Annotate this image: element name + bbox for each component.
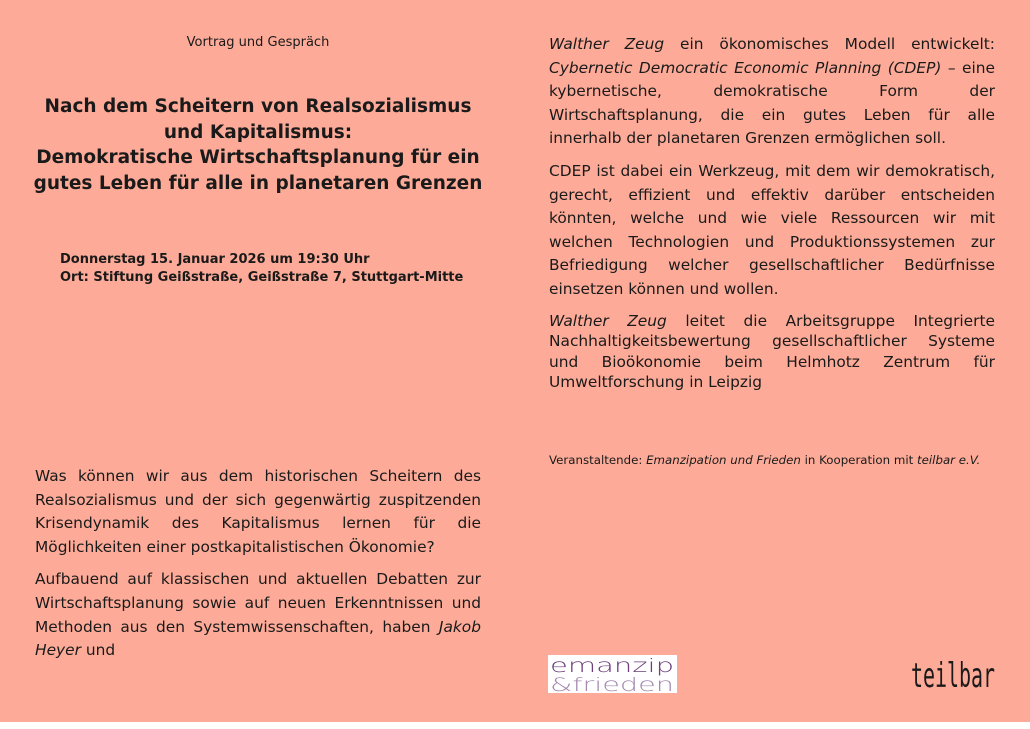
organizers-line — [549, 452, 999, 468]
intro-text — [35, 465, 481, 663]
event-details — [60, 251, 500, 287]
event-title — [30, 94, 486, 196]
paragraph-text: leitet die Arbeitsgruppe Integrierte Nachhaltigkeitsbewertung gesellschaftlicher Systeme und Bioökonomie beim Helmhotz Zentrum für Umweltforschung in Leipzig — [549, 311, 995, 392]
event-date: Donnerstag 15. Januar 2026 um 19:30 Uhr — [60, 252, 370, 267]
cdep-paragraph: CDEP ist dabei ein Werkzeug, mit dem wir demokratisch, gerecht, effizient und effektiv darüber entscheiden könnten, welche und wie viele Ressourcen wir mit welchen Technologien und Produktionssystemen zur Befriedigung welcher gesellschaftlicher Bedürfnisse einsetzen können und wollen. — [549, 161, 995, 298]
teilbar-logo — [910, 654, 996, 694]
logo-text: &frieden — [550, 674, 674, 693]
model-name: Cybernetic Democratic Economic Planning (CDEP) — [549, 58, 942, 77]
title-line: Nach dem Scheitern von Realsozialismus — [44, 96, 472, 117]
emanzipation-und-frieden-logo — [548, 655, 677, 693]
intro-paragraph: Was können wir aus dem historischen Scheitern des Realsozialismus und der sich gegenwärtig zuspitzenden Krisendynamik des Kapitalismus lernen für die Möglichkeiten einer postkapitalistischen Ökonomie? — [35, 467, 481, 556]
intro-paragraph — [35, 568, 481, 662]
event-location: Ort: Stiftung Geißstraße, Geißstraße 7, Stuttgart-Mitte — [60, 270, 464, 285]
description-text — [549, 33, 995, 393]
logo-text: emanzip — [550, 655, 674, 677]
model-paragraph — [549, 33, 995, 151]
logo-text: teilbar — [911, 656, 995, 694]
title-line: gutes Leben für alle in planetaren Grenzen — [33, 172, 483, 194]
organizer-name: teilbar e.V. — [917, 453, 981, 467]
speaker-name: Walther Zeug — [549, 311, 667, 330]
speaker-name: Jakob Heyer — [35, 617, 481, 660]
credits-middle: in Kooperation mit — [800, 453, 918, 467]
paragraph-text: Aufbauend auf klassischen und aktuellen Debatten zur Wirtschaftsplanung sowie auf neuen Erkenntnissen und Methoden aus den Systemwissenschaften, haben — [35, 570, 481, 636]
credits-prefix: Veranstaltende: — [549, 453, 647, 467]
event-kicker: Vortrag und Gespräch — [186, 35, 330, 50]
paragraph-text: ein ökonomisches Modell entwickelt: — [664, 35, 995, 53]
organizer-name: Emanzipation und Frieden — [646, 453, 801, 467]
speaker-name: Walther Zeug — [549, 35, 665, 53]
title-line: und Kapitalismus: — [163, 121, 353, 143]
paragraph-text: und — [80, 641, 116, 660]
speaker-bio-paragraph — [549, 311, 995, 393]
title-line: Demokratische Wirtschaftsplanung für ein — [36, 147, 480, 168]
paragraph-text: – eine kybernetische, demokratische Form der Wirtschaftsplanung, die ein gutes Leben für alle innerhalb der planetaren Grenzen ermöglichen soll. — [549, 58, 995, 148]
